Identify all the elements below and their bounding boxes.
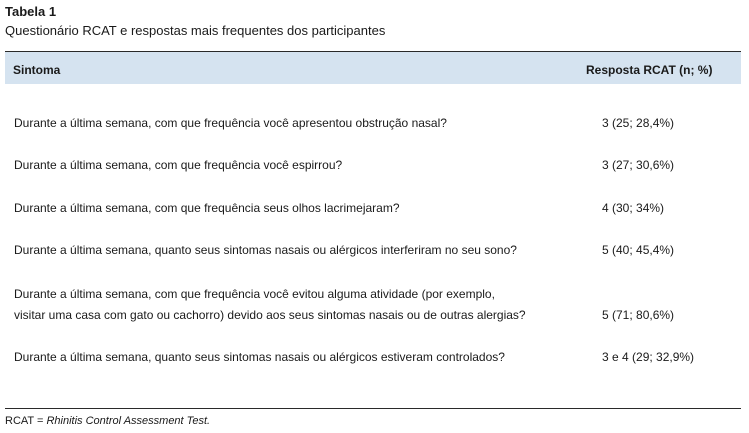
footnote-abbreviation: RCAT = (5, 415, 47, 427)
response-cell: 5 (40; 45,4%) (602, 243, 675, 257)
symptom-cell: Durante a última semana, com que frequência seus olhos lacrimejaram? (14, 201, 400, 215)
response-cell: 5 (71; 80,6%) (602, 308, 675, 322)
table-label: Tabela 1 (5, 4, 57, 19)
response-cell: 3 (25; 28,4%) (602, 116, 675, 130)
response-cell: 3 e 4 (29; 32,9%) (602, 350, 695, 364)
column-header-response: Resposta RCAT (n; %) (586, 63, 713, 77)
symptom-cell-line-1: Durante a última semana, com que frequência você evitou alguma atividade (por exemplo, (14, 287, 495, 301)
symptom-cell: Durante a última semana, com que frequência você espirrou? (14, 158, 343, 172)
table-title: Questionário RCAT e respostas mais frequentes dos participantes (5, 23, 386, 38)
symptom-cell: Durante a última semana, quanto seus sintomas nasais ou alérgicos interferiram no seu sono? (14, 243, 517, 257)
symptom-cell: Durante a última semana, quanto seus sintomas nasais ou alérgicos estiveram controlados? (14, 350, 505, 364)
response-cell: 4 (30; 34%) (602, 201, 665, 215)
table-footnote (5, 415, 210, 427)
table-bottom-rule (5, 408, 741, 409)
footnote-expansion: Rhinitis Control Assessment Test. (46, 415, 211, 427)
symptom-cell: Durante a última semana, com que frequência você apresentou obstrução nasal? (14, 116, 447, 130)
response-cell: 3 (27; 30,6%) (602, 158, 675, 172)
symptom-cell-line-2: visitar uma casa com gato ou cachorro) devido aos seus sintomas nasais ou de outras alergias? (14, 308, 526, 322)
table-header (5, 51, 741, 84)
column-header-symptom: Sintoma (13, 63, 61, 77)
